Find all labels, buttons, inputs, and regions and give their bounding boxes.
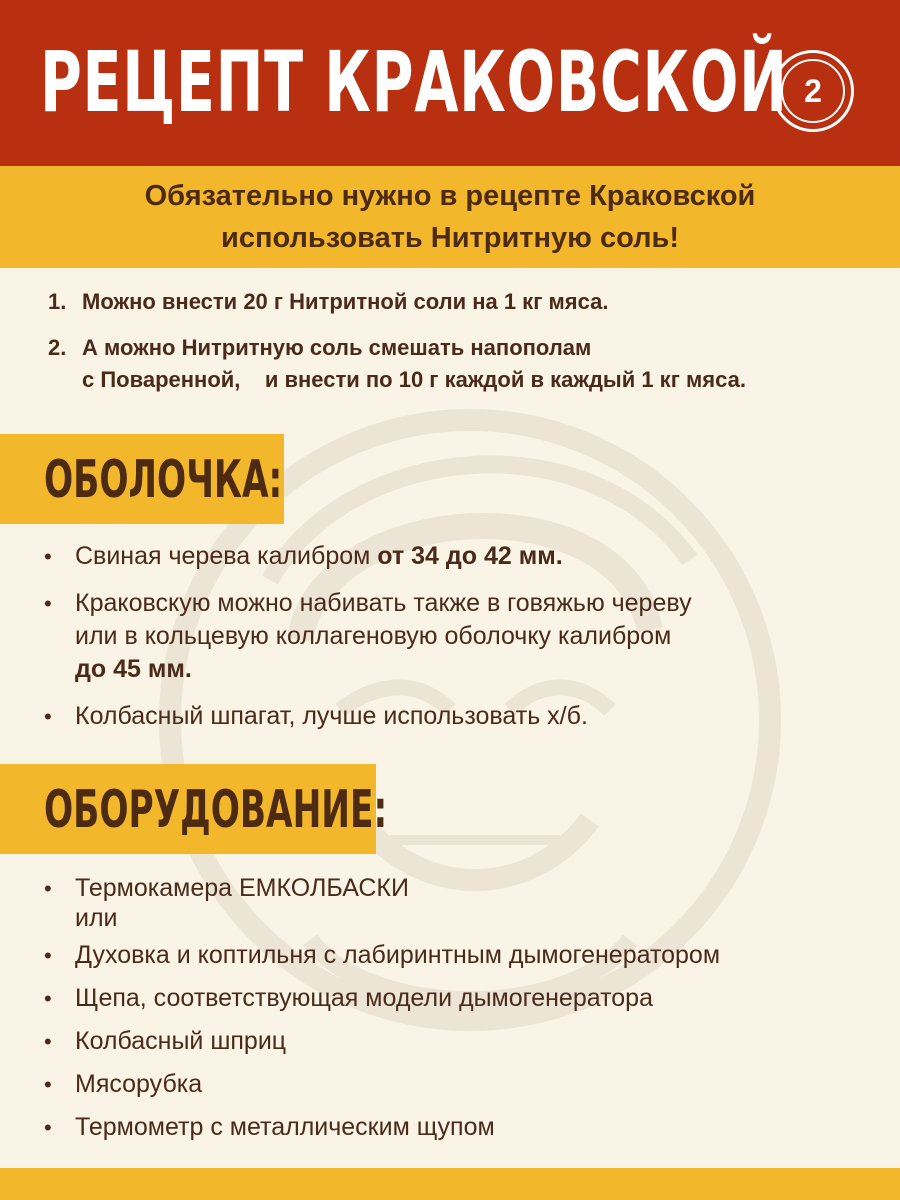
list-item: [44, 872, 874, 931]
bullet-icon: •: [44, 943, 52, 968]
list-item: [48, 286, 868, 318]
list-item-highlight: до 45 мм.: [75, 655, 192, 683]
equipment-section-title: ОБОРУДОВАНИЕ:: [44, 780, 388, 840]
bullet-icon: •: [44, 876, 52, 901]
bullet-icon: •: [44, 704, 52, 729]
list-item: [48, 332, 868, 396]
bullet-icon: •: [44, 1072, 52, 1097]
bullet-icon: •: [44, 1029, 52, 1054]
bullet-icon: •: [44, 591, 52, 616]
casing-section-header: [0, 434, 284, 524]
list-item: [44, 982, 874, 1015]
list-item-text-line1: А можно Нитритную соль смешать напополам: [82, 335, 592, 360]
casing-section-title: ОБОЛОЧКА:: [44, 450, 283, 510]
list-item-text: Духовка и коптильня с лабиринтным дымогенератором: [75, 941, 721, 969]
bullet-icon: •: [44, 1115, 52, 1140]
list-item-text-line1: Термокамера ЕМКОЛБАСКИ: [75, 874, 409, 902]
list-item: [44, 540, 874, 573]
salt-instructions-list: [48, 286, 868, 410]
list-item-text: Щепа, соответствующая модели дымогенератора: [75, 984, 653, 1012]
list-item-text-line2: или в кольцевую коллагеновую оболочку калибром: [75, 622, 672, 650]
notice-text: Обязательно нужно в рецепте Краковской использовать Нитритную соль!: [144, 180, 756, 254]
list-item: [44, 1068, 874, 1101]
notice-banner: [0, 166, 900, 268]
list-item-number: 1.: [48, 289, 67, 314]
equipment-list: [44, 872, 874, 1144]
list-item: [44, 1111, 874, 1144]
list-item: [44, 1025, 874, 1058]
list-item: [44, 939, 874, 972]
list-item-number: 2.: [48, 335, 67, 360]
page-number: 2: [781, 59, 845, 123]
list-item-text: Можно внести 20 г Нитритной соли на 1 кг мяса.: [82, 289, 609, 314]
list-item: [44, 700, 874, 733]
list-item: [44, 587, 874, 686]
equipment-section-header: [0, 764, 388, 854]
list-item-text: Свиная черева калибром: [75, 542, 378, 570]
header-banner: [0, 0, 900, 166]
list-item-text: Термометр с металлическим щупом: [75, 1113, 495, 1141]
bullet-icon: •: [44, 544, 52, 569]
bullet-icon: •: [44, 986, 52, 1011]
page-number-badge: [772, 50, 854, 132]
list-item-highlight: от 34 до 42 мм.: [377, 542, 563, 570]
list-item-text: Колбасный шприц: [75, 1027, 287, 1055]
list-item-text-line2: или: [75, 904, 118, 932]
footer-bar: [0, 1168, 900, 1200]
casing-list: [44, 540, 874, 733]
page-title: РЕЦЕПТ КРАКОВСКОЙ: [40, 33, 788, 131]
list-item-text: Колбасный шпагат, лучше использовать х/б.: [75, 702, 588, 730]
list-item-text-line1: Краковскую можно набивать также в говяжью череву: [75, 589, 692, 617]
list-item-text-line2: с Поваренной, и внести по 10 г каждой в каждый 1 кг мяса.: [82, 367, 746, 392]
list-item-text: Мясорубка: [75, 1070, 203, 1098]
